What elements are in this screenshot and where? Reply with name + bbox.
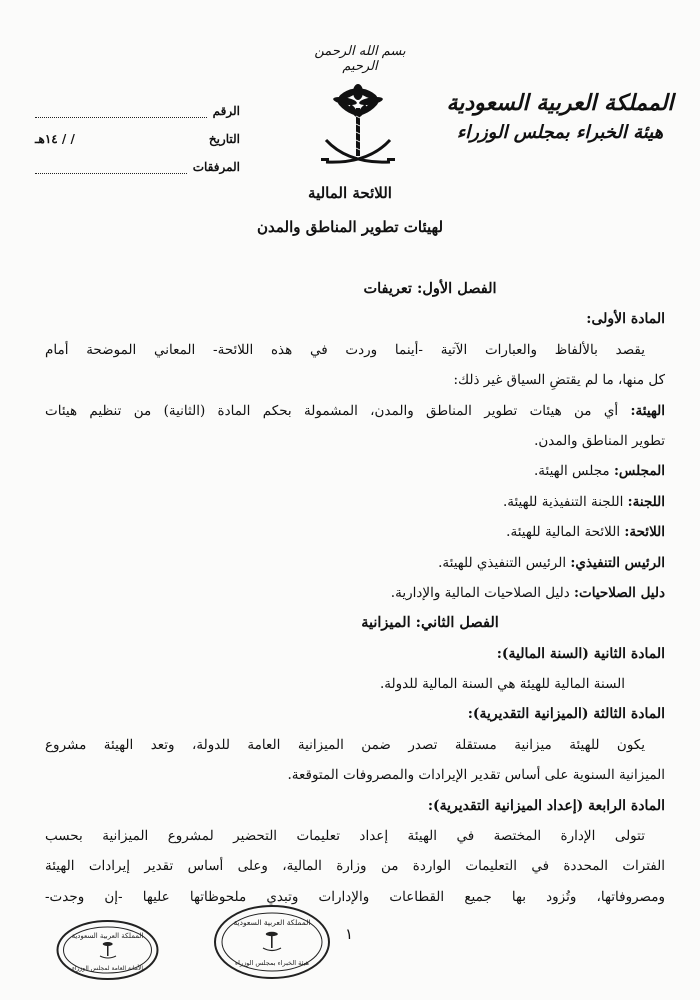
paragraph-line: تطوير المناطق والمدن. [534, 432, 665, 449]
page-number: ١ [345, 925, 354, 943]
paragraph-line: يكون للهيئة ميزانية مستقلة تصدر ضمن الميزانية العامة للدولة، وتعد الهيئة مشروع [45, 736, 645, 753]
definition-line [45, 487, 665, 517]
palm-swords-emblem-icon [318, 78, 398, 178]
definition-term: اللجنة: [627, 493, 665, 510]
definition-line [45, 578, 665, 608]
definition-line [45, 456, 665, 486]
attachments-line [35, 164, 187, 174]
document-body [45, 274, 665, 912]
definition-text: دليل الصلاحيات المالية والإدارية. [390, 584, 570, 601]
chapter-heading: الفصل الثاني: الميزانية [361, 614, 499, 632]
paragraph-line: كل منها، ما لم يقتضِ السياق غير ذلك: [453, 372, 665, 389]
seal-text-bottom: هيئة الخبراء بمجلس الوزراء [235, 959, 309, 967]
official-seal-icon [55, 918, 160, 982]
paragraph-line: تتولى الإدارة المختصة في الهيئة إعداد تعليمات التحضير لمشروع الميزانية بحسب [45, 828, 645, 845]
definition-line [45, 396, 665, 426]
document-subtitle: لهيئات تطوير المناطق والمدن [256, 218, 444, 236]
date-label: التاريخ [208, 132, 240, 146]
date-value: / / ١٤هـ [35, 132, 75, 146]
definition-term: الرئيس التنفيذي: [570, 554, 665, 571]
attachments-row [35, 146, 240, 174]
article-heading: المادة الثانية (السنة المالية): [496, 645, 665, 662]
paragraph-line: الفترات المحددة في التعليمات الواردة من وزارة المالية، وعلى أساس تقدير إيرادات الهيئة [45, 858, 665, 875]
seal-text-top: المملكة العربية السعودية [233, 918, 311, 927]
chapter-heading: الفصل الأول: تعريفات [363, 280, 497, 297]
definition-line [45, 517, 665, 547]
definition-term: دليل الصلاحيات: [574, 584, 665, 601]
document-meta [35, 90, 240, 174]
definition-term: الهيئة: [630, 402, 665, 419]
seal-text-top: المملكة العربية السعودية [71, 932, 144, 940]
definition-term: اللائحة: [624, 524, 665, 541]
article-heading: المادة الأولى: [586, 311, 665, 328]
bureau-name: هيئة الخبراء بمجلس الوزراء [456, 121, 664, 143]
paragraph-line: يقصد بالألفاظ والعبارات الآتية -أينما وردت في هذه اللائحة- المعاني الموضحة أمام [45, 341, 645, 358]
attachments-label: المرفقات [192, 160, 240, 174]
official-seal-icon [212, 903, 332, 981]
date-row [35, 118, 240, 146]
kingdom-name: المملكة العربية السعودية [446, 90, 674, 116]
paragraph-line: الميزانية السنوية على أساس تقدير الإيرادات والمصروفات المتوقعة. [287, 767, 665, 784]
definition-text: أي من هيئات تطوير المناطق والمدن، المشمولة بحكم المادة (الثانية) من تنظيم هيئات [45, 402, 619, 419]
paragraph-line: السنة المالية للهيئة هي السنة المالية للدولة. [380, 676, 625, 693]
article-heading: المادة الثالثة (الميزانية التقديرية): [467, 706, 665, 723]
ref-row [35, 90, 240, 118]
definition-term: المجلس: [613, 463, 665, 480]
article-heading: المادة الرابعة (إعداد الميزانية التقديرية): [427, 797, 665, 814]
definition-text: اللجنة التنفيذية للهيئة. [502, 493, 624, 510]
definition-text: اللائحة المالية للهيئة. [506, 524, 621, 541]
definition-line [45, 548, 665, 578]
ref-line [35, 108, 207, 118]
definition-text: مجلس الهيئة. [533, 463, 610, 480]
kingdom-letterhead [440, 88, 680, 146]
ref-label: الرقم [212, 104, 240, 118]
seal-text-bottom: الأمانة العامة لمجلس الوزراء [71, 965, 144, 972]
basmala: بسم الله الرحمن الرحيم [314, 44, 406, 74]
document-title: اللائحة المالية [308, 184, 392, 202]
definition-text: الرئيس التنفيذي للهيئة. [438, 554, 567, 571]
paragraph-line: ومصروفاتها، وتُزود بها جميع القطاعات والإدارات وتبدي ملحوظاتها عليها -إن وجدت- [45, 888, 665, 905]
